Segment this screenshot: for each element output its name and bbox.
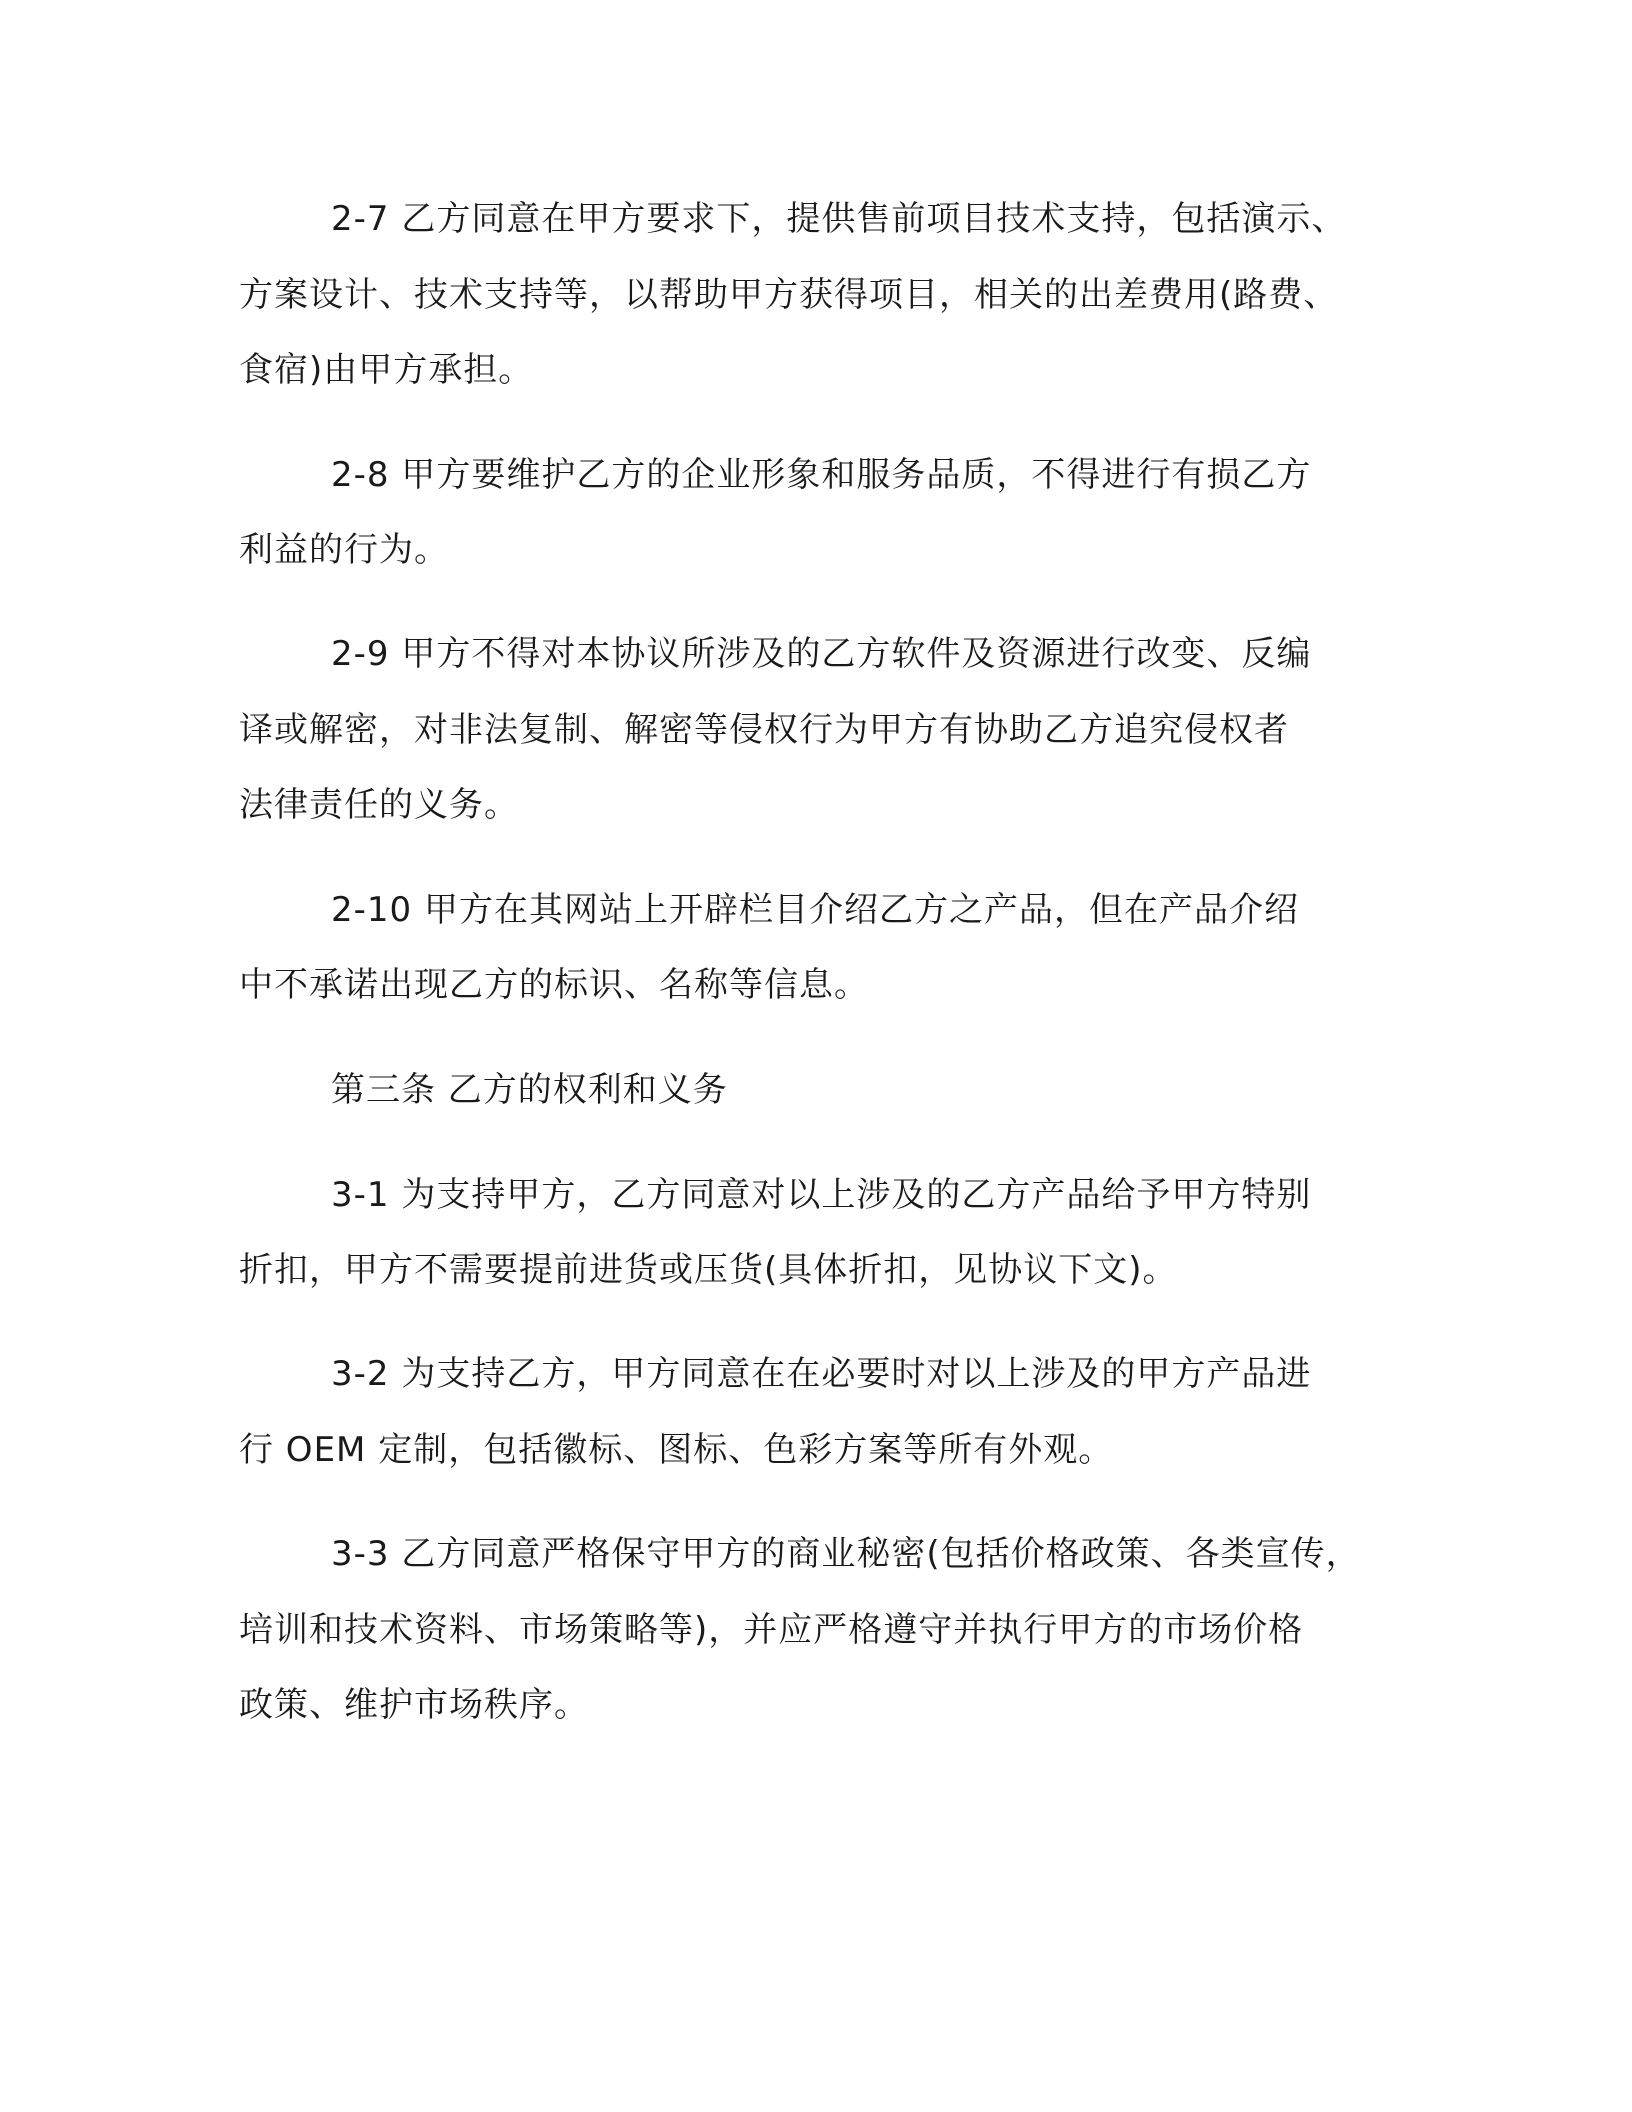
paragraph-2-10-line-2: 中不承诺出现乙方的标识、名称等信息。 [239,965,869,1005]
paragraph-2-8-line-1: 2-8 甲方要维护乙方的企业形象和服务品质，不得进行有损乙方 [331,455,1312,495]
paragraph-3-3-line-1: 3-3 乙方同意严格保守甲方的商业秘密(包括价格政策、各类宣传， [331,1534,1361,1574]
paragraph-2-8-line-2: 利益的行为。 [239,530,449,570]
paragraph-3-2-line-2: 行 OEM 定制，包括徽标、图标、色彩方案等所有外观。 [239,1430,1114,1470]
paragraph-3-3-line-3: 政策、维护市场秩序。 [239,1685,589,1725]
paragraph-2-7-line-3: 食宿)由甲方承担。 [239,350,534,390]
paragraph-2-9-line-3: 法律责任的义务。 [239,785,519,825]
paragraph-2-7-line-2: 方案设计、技术支持等，以帮助甲方获得项目，相关的出差费用(路费、 [239,275,1339,315]
paragraph-3-1-line-1: 3-1 为支持甲方，乙方同意对以上涉及的乙方产品给予甲方特别 [331,1175,1312,1215]
paragraph-3-2-line-1: 3-2 为支持乙方，甲方同意在在必要时对以上涉及的甲方产品进 [331,1354,1312,1394]
paragraph-2-7-line-1: 2-7 乙方同意在甲方要求下，提供售前项目技术支持，包括演示、 [331,199,1347,239]
paragraph-3-1-line-2: 折扣，甲方不需要提前进货或压货(具体折扣，见协议下文)。 [239,1250,1178,1290]
paragraph-3-3-line-2: 培训和技术资料、市场策略等)，并应严格遵守并执行甲方的市场价格 [239,1610,1304,1650]
paragraph-2-9-line-2: 译或解密，对非法复制、解密等侵权行为甲方有协助乙方追究侵权者 [239,710,1289,750]
paragraph-2-10-line-1: 2-10 甲方在其网站上开辟栏目介绍乙方之产品，但在产品介绍 [331,890,1299,930]
article-3-heading: 第三条 乙方的权利和义务 [331,1070,728,1110]
paragraph-2-9-line-1: 2-9 甲方不得对本协议所涉及的乙方软件及资源进行改变、反编 [331,634,1312,674]
